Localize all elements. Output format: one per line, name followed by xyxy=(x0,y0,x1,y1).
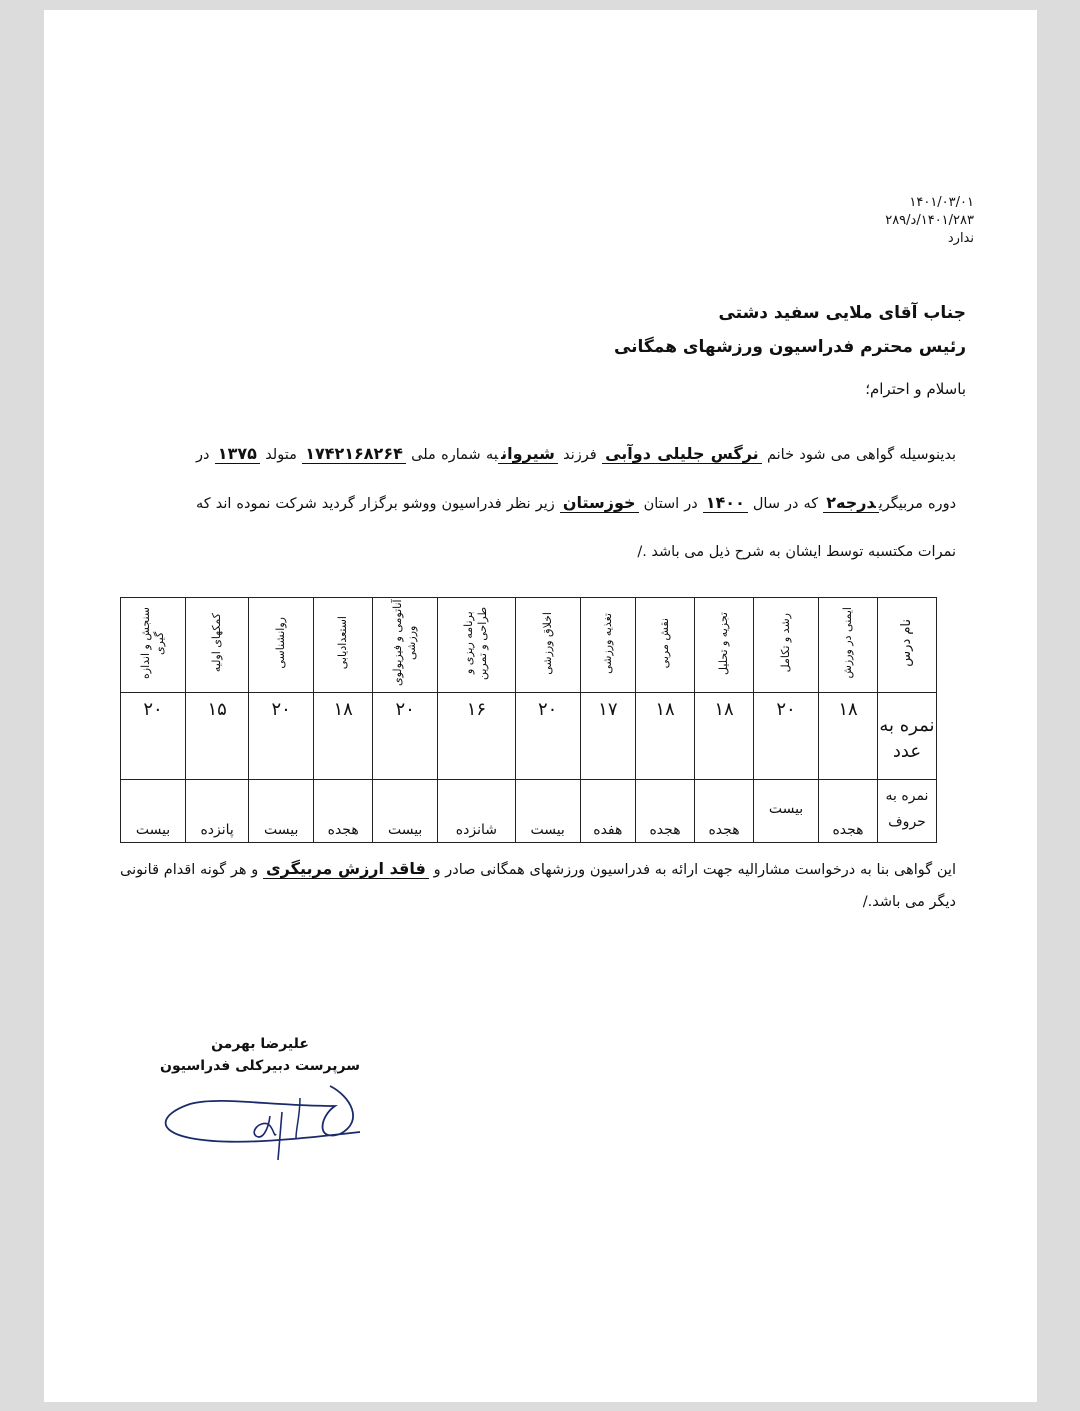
score-cell: ۲۰ xyxy=(249,693,314,780)
score-text-cell: بیست xyxy=(515,780,580,843)
course-cell xyxy=(121,598,186,693)
score-text-cell: هجده xyxy=(695,780,754,843)
table-row xyxy=(121,598,937,693)
score-cell: ۱۸ xyxy=(695,693,754,780)
course-cell xyxy=(373,598,438,693)
score-text-cell: هجده xyxy=(636,780,695,843)
recipient-name: جناب آقای ملایی سفید دشتی xyxy=(718,303,966,323)
course-name: کمکهای اولیه xyxy=(210,613,224,673)
score-text-cell: هفده xyxy=(580,780,635,843)
greeting: باسلام و احترام؛ xyxy=(865,380,966,398)
score-cell: ۱۸ xyxy=(819,693,878,780)
score-text-cell: هجده xyxy=(819,780,878,843)
letter-date: ۱۴۰۱/۰۳/۰۱ xyxy=(909,195,974,210)
handwritten-signature xyxy=(150,1076,380,1166)
score-cell: ۲۰ xyxy=(373,693,438,780)
course-cell xyxy=(580,598,635,693)
score-cell: ۱۸ xyxy=(314,693,373,780)
course-cell xyxy=(695,598,754,693)
course-name: اخلاق ورزشی xyxy=(540,611,554,675)
course-name: روانشناسی xyxy=(274,617,288,669)
course-cell xyxy=(515,598,580,693)
course-name: آناتومی و فیزیولوی ورزشی xyxy=(391,599,419,687)
footer-text: و هر گونه اقدام قانونی دیگر می باشد./ xyxy=(120,862,956,910)
score-cell: ۲۰ xyxy=(121,693,186,780)
letter-attachment: ندارد xyxy=(947,231,974,246)
course-name: تغذیه ورزشی xyxy=(600,612,614,674)
score-cell: ۲۰ xyxy=(515,693,580,780)
course-name: ایمنی در ورزش xyxy=(841,607,854,679)
score-text-cell: شانزده xyxy=(438,780,516,843)
score-text-cell: هجده xyxy=(314,780,373,843)
score-cell: ۱۷ xyxy=(580,693,635,780)
body-text: بدینوسیله گواهی می شود خانم xyxy=(767,447,957,463)
recipient-block xyxy=(614,296,966,364)
course-cell xyxy=(249,598,314,693)
signature-block xyxy=(150,1033,370,1077)
course-name: رشد و تکامل xyxy=(779,613,793,673)
body-text: در دوره مربیگری xyxy=(196,447,957,512)
course-cell xyxy=(636,598,695,693)
course-cell xyxy=(438,598,516,693)
score-cell: ۲۰ xyxy=(754,693,819,780)
score-text-cell: پانزده xyxy=(186,780,249,843)
body-text: متولد xyxy=(265,447,297,463)
course-cell xyxy=(314,598,373,693)
footer-paragraph xyxy=(120,853,956,918)
body-text: در استان xyxy=(643,496,698,512)
text-label: نمره به حروف xyxy=(878,780,937,843)
course-cell xyxy=(186,598,249,693)
letter-meta xyxy=(885,194,974,248)
grades-table xyxy=(120,597,937,843)
province: خوزستان xyxy=(560,493,639,513)
score-text-cell: بیست xyxy=(249,780,314,843)
no-coaching-value: فاقد ارزش مربیگری xyxy=(263,859,429,879)
table-row xyxy=(121,693,937,780)
score-text-cell: بیست xyxy=(373,780,438,843)
signer-name: علیرضا بهرمن xyxy=(211,1036,309,1052)
header-label: نام درس xyxy=(899,619,914,667)
body-paragraph xyxy=(196,430,956,576)
score-cell: ۱۶ xyxy=(438,693,516,780)
footer-text: این گواهی بنا به درخواست مشارالیه جهت ارائه به فدراسیون ورزشهای همگانی صادر و xyxy=(433,862,956,878)
score-text-cell: بیست xyxy=(121,780,186,843)
recipient-title: رئیس محترم فدراسیون ورزشهای همگانی xyxy=(613,337,966,357)
birth-year: ۱۳۷۵ xyxy=(215,444,260,464)
course-year: ۱۴۰۰ xyxy=(703,493,748,513)
father-name: شیروان xyxy=(498,444,558,464)
national-id: ۱۷۴۲۱۶۸۲۶۴ xyxy=(302,444,406,464)
score-cell: ۱۸ xyxy=(636,693,695,780)
course-name: سنجش و اندازه گیری xyxy=(139,607,167,679)
score-cell: ۱۵ xyxy=(186,693,249,780)
letter-number: ۱۴۰۱/۲۸۳/د/۲۸۹ xyxy=(885,213,974,228)
score-text-cell: بیست xyxy=(754,780,819,843)
body-text: زیر نظر فدراسیون ووشو برگزار گردید شرکت نموده اند که نمرات مکتسبه توسط ایشان به شرح ذیل می باشد ./ xyxy=(196,496,956,560)
course-name: تجزیه و تحلیل xyxy=(717,611,731,675)
table-row xyxy=(121,780,937,843)
course-cell xyxy=(819,598,878,693)
student-name: نرگس جلیلی دوآبی xyxy=(602,444,762,464)
coach-grade: درجه۲ xyxy=(823,493,878,513)
body-text: به شماره ملی xyxy=(411,447,499,463)
course-cell xyxy=(754,598,819,693)
body-text: فرزند xyxy=(563,447,597,463)
body-text: که در سال xyxy=(752,496,819,512)
course-name: استعدادیابی xyxy=(336,616,350,670)
course-name: برنامه ریزی و طراحی و تمرین xyxy=(462,606,490,680)
num-label: نمره به عدد xyxy=(878,693,937,780)
signer-title: سرپرست دبیرکلی فدراسیون xyxy=(160,1058,360,1074)
header-label-cell xyxy=(878,598,937,693)
course-name: نقش مربی xyxy=(658,617,672,669)
